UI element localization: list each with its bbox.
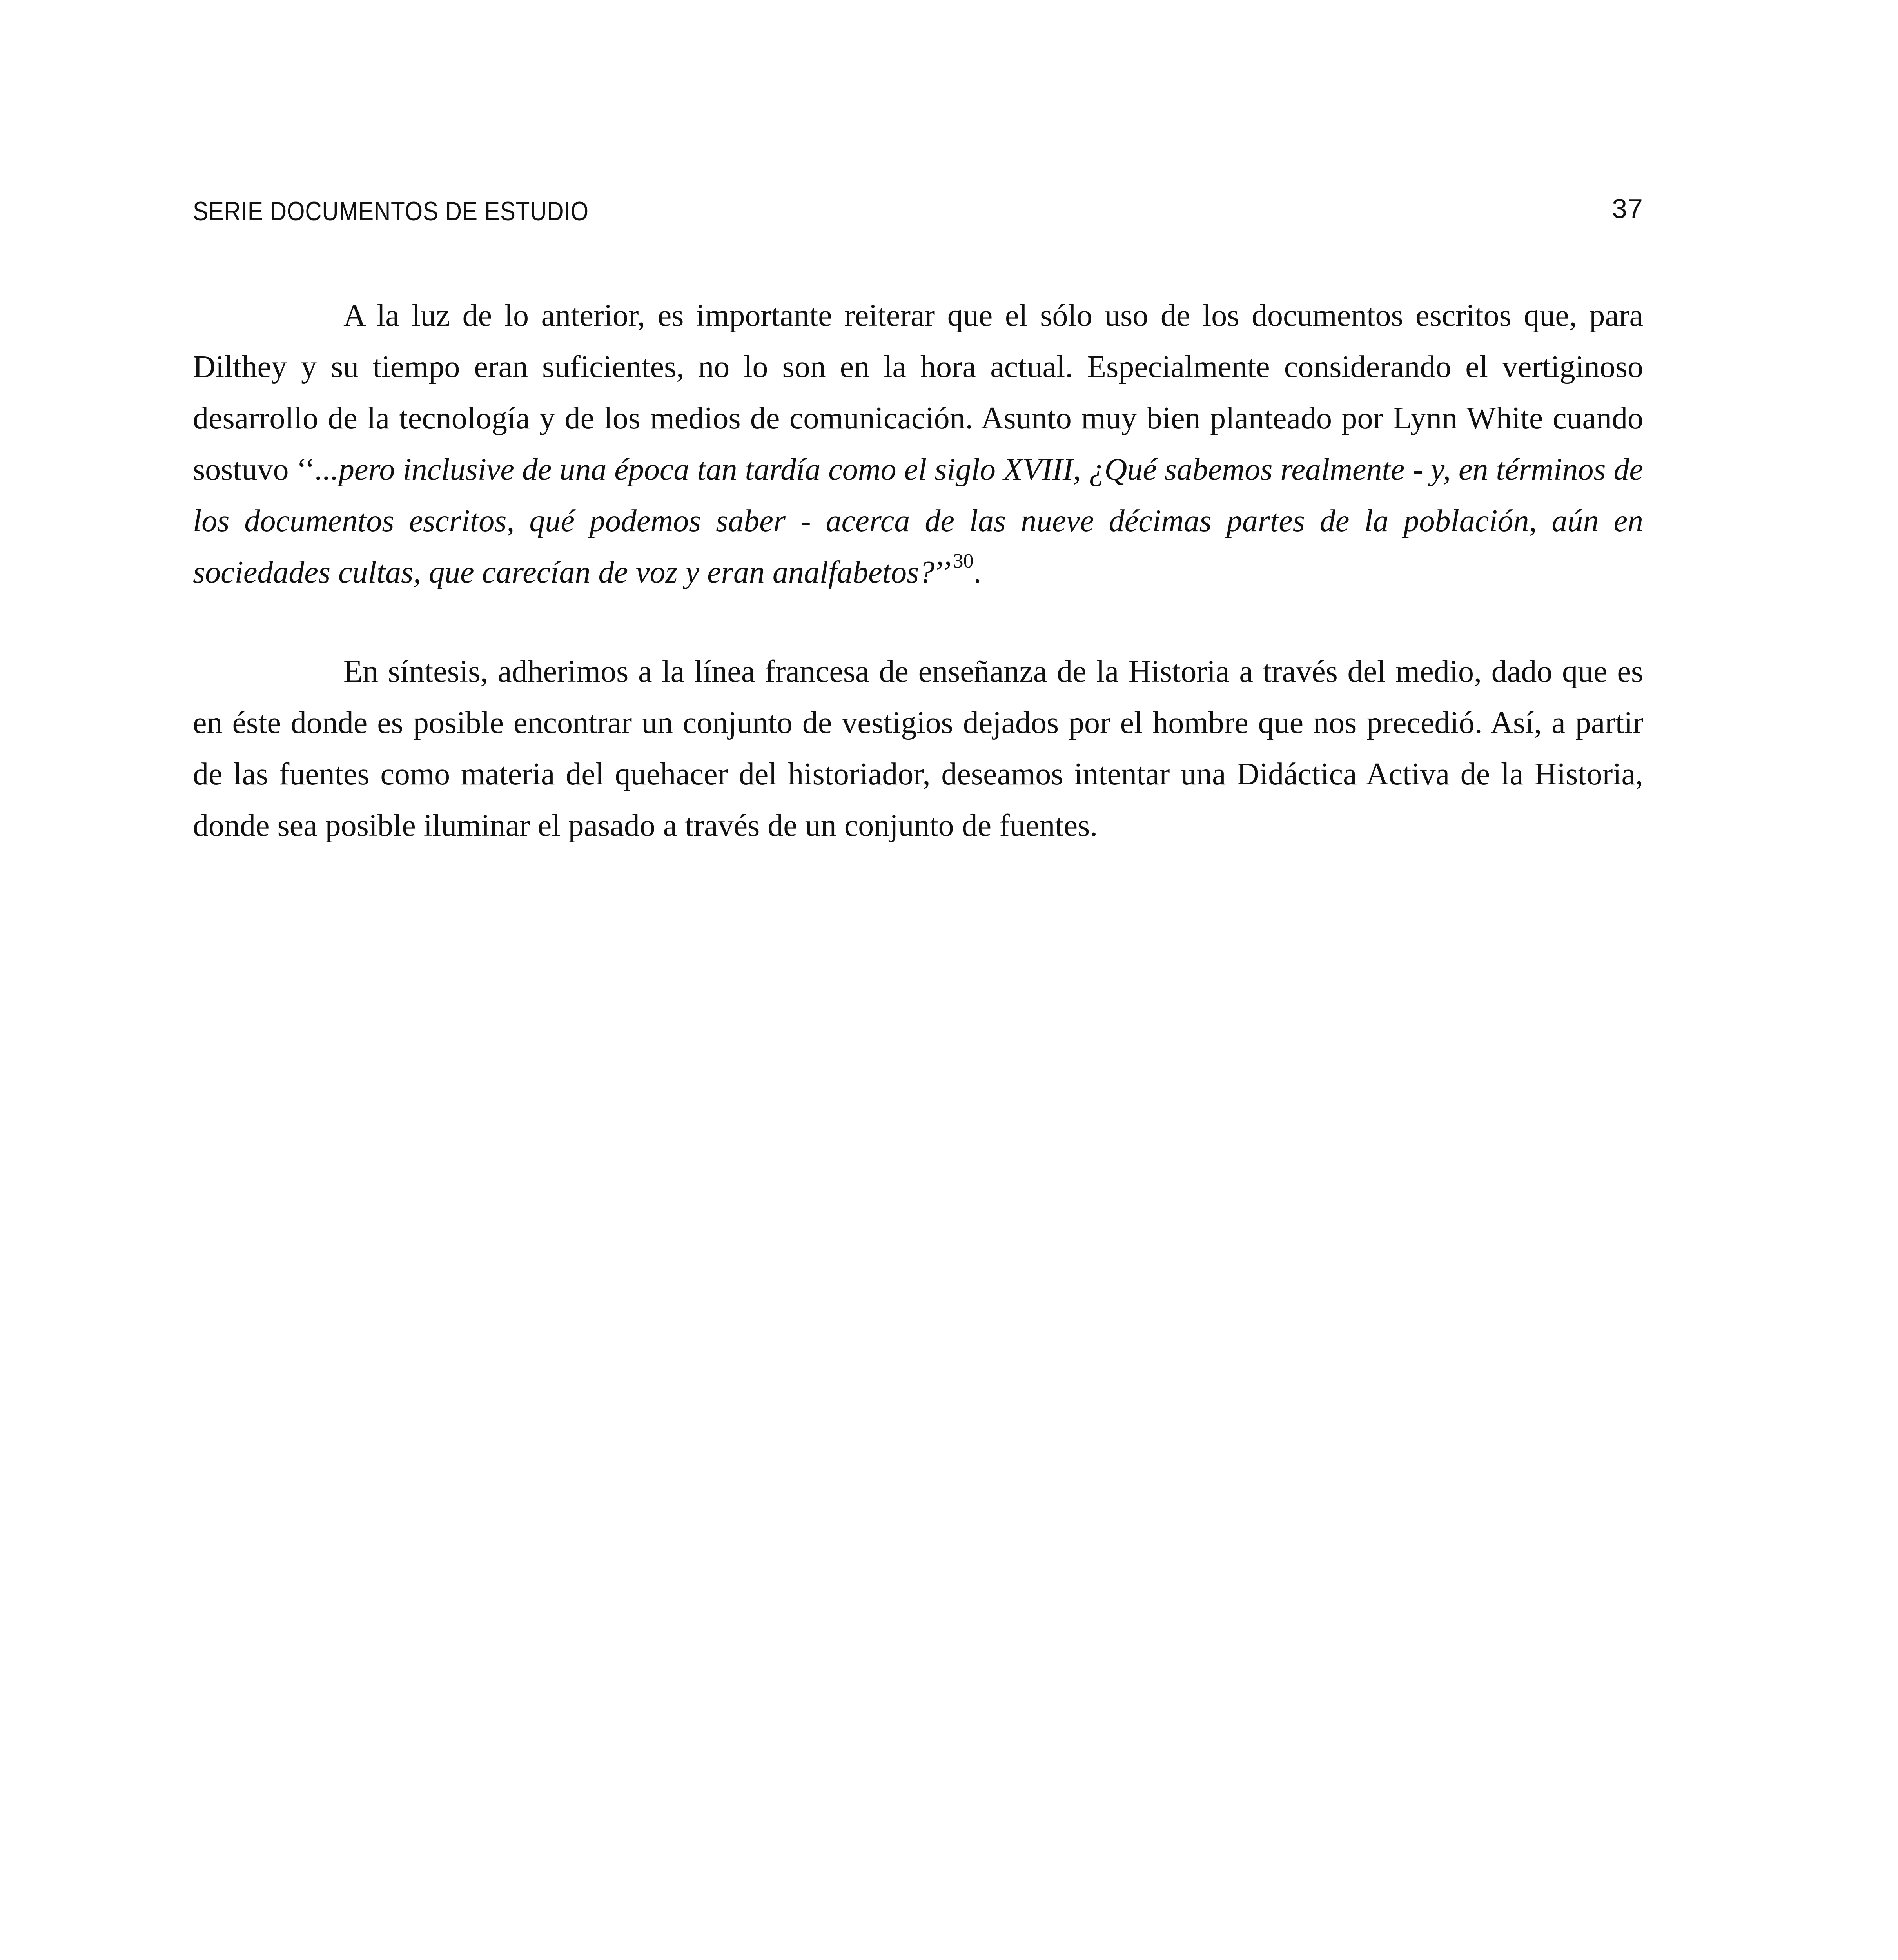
quotation-italic: ...pero inclusive de una época tan tardía como el siglo XVIII, ¿Qué sabemos realmente - y, en términos de los documentos escritos, qué podemos saber - acerca de las nueve décimas partes de la población, aún en sociedades cultas, que carecían de voz y eran analfabetos? [193, 452, 1643, 590]
sentence-end: . [973, 555, 982, 590]
open-quote: ‘‘ [296, 452, 315, 487]
body-text [193, 290, 1643, 851]
footnote-reference[interactable]: 30 [953, 550, 974, 572]
paragraph-1 [193, 290, 1643, 598]
paragraph-1-text: A la luz de lo anterior, es importante reiterar que el sólo uso de los documentos escritos que, para Dilthey y su tiempo eran suficientes, no lo son en la hora actual. Especialmente considerando el vertiginoso desarrollo de la tecnología y de los medios de comunicación. Asunto muy bien planteado por Lynn White cuando sostuvo [193, 298, 1643, 487]
close-quote: ’’ [934, 555, 953, 590]
page-number: 37 [1612, 193, 1643, 224]
running-header [193, 193, 1643, 231]
paragraph-2: En síntesis, adherimos a la línea francesa de enseñanza de la Historia a través del medio, dado que es en éste donde es posible encontrar un conjunto de vestigios dejados por el hombre que nos precedió. Así, a partir de las fuentes como materia del quehacer del historiador, deseamos intentar una Didáctica Activa de la Historia, donde sea posible iluminar el pasado a través de un conjunto de fuentes. [193, 654, 1643, 843]
series-title: SERIE DOCUMENTOS DE ESTUDIO [193, 196, 589, 226]
